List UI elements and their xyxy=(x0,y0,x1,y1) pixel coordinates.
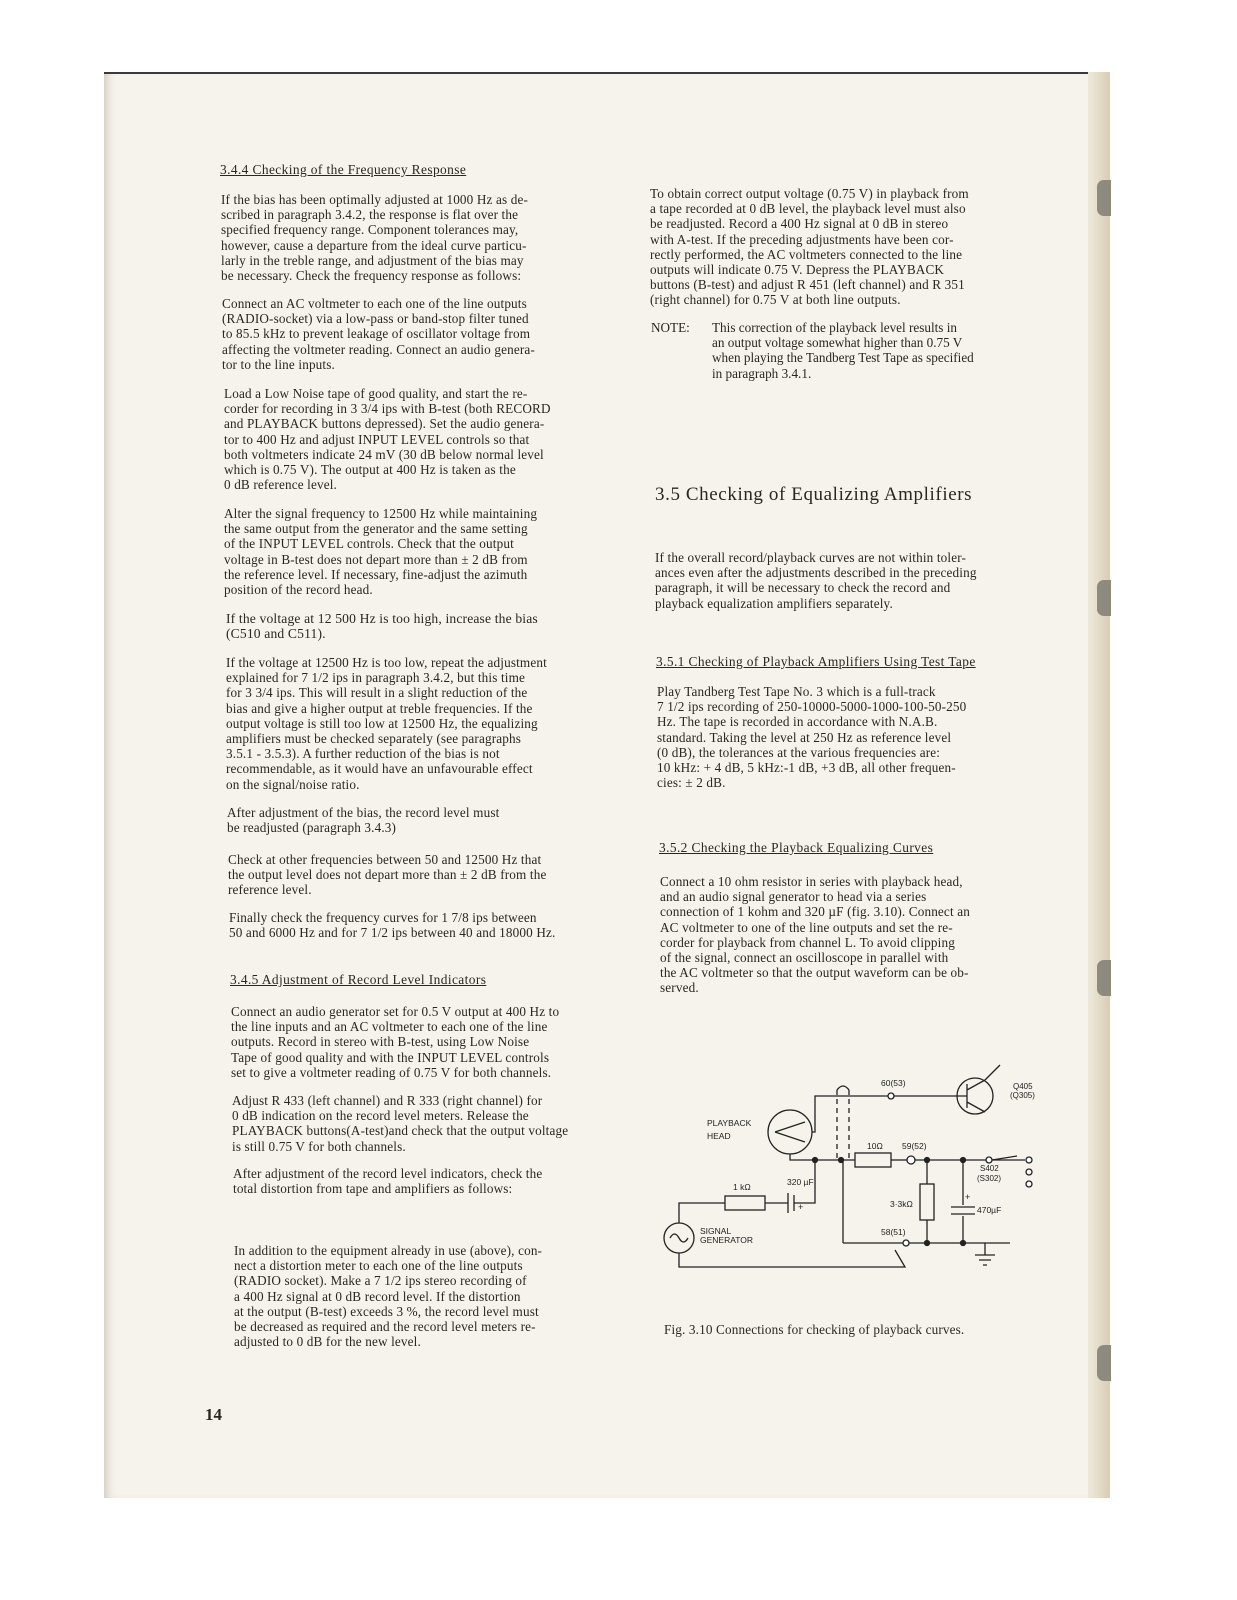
figure-caption xyxy=(664,1322,1084,1337)
paragraph xyxy=(234,1243,654,1349)
paragraph-text: If the voltage at 12500 Hz is too low, repeat the adjustment explained for 7 1/2 ips in paragraph 3.4.2, but this time for 3 3/4 ips. This will result in a slight reduction of the bias and give a higher output at treble frequencies. If the output voltage is still too low at 12500 Hz, the equalizing amplifiers must be checked separately (see paragraphs 3.5.1 - 3.5.3). A further reduction of the bias is not recommendable, as it would have an unfavourable effect on the signal/noise ratio. xyxy=(226,655,547,792)
plus-sign: + xyxy=(798,1202,804,1212)
q305-label: (Q305) xyxy=(1010,1091,1035,1100)
paragraph xyxy=(232,1093,652,1154)
paragraph-text: Load a Low Noise tape of good quality, and start the re- corder for recording in 3 3/4 ips with B-test (both RECORD and PLAYBACK buttons depressed). Set the audio genera- tor to 400 Hz and adjust INPUT LEVEL controls so that both voltmeters indicate 24 mV (30 dB below normal level which is 0.75 V). The output at 400 Hz is taken as the 0 dB reference level. xyxy=(224,386,551,493)
section-block xyxy=(659,840,1089,855)
circuit-diagram xyxy=(655,1060,1075,1285)
resistor-10-ohm xyxy=(855,1153,891,1167)
node-58-label: 58(51) xyxy=(881,1227,906,1237)
paragraph xyxy=(221,192,641,283)
node-59-label: 59(52) xyxy=(902,1141,927,1151)
signal-label: SIGNAL xyxy=(700,1226,732,1236)
binder-hole xyxy=(1097,180,1111,216)
section-block xyxy=(656,654,1086,669)
paragraph xyxy=(224,386,644,492)
s402-label: S402 xyxy=(980,1164,999,1173)
node-60-label: 60(53) xyxy=(881,1078,906,1088)
paragraph-text: Adjust R 433 (left channel) and R 333 (right channel) for 0 dB indication on the record level meters. Release the PLAYBACK buttons(A-test)and check that the output voltage is still 0.75 V for both channels. xyxy=(232,1093,569,1154)
paragraph xyxy=(226,611,646,641)
paragraph-text: Play Tandberg Test Tape No. 3 which is a full-track 7 1/2 ips recording of 250-10000-5000-1000-100-50-250 Hz. The tape is recorded in accordance with N.A.B. standard. Taking the level at 250 Hz as reference level (0 dB), the tolerances at the various frequencies are: 10 kHz: + 4 dB, 5 kHz:-1 dB, +3 dB, all other frequen- cies: ± 2 dB. xyxy=(657,684,967,791)
paragraph xyxy=(227,805,647,835)
binder-hole xyxy=(1097,960,1111,996)
paragraph xyxy=(229,910,649,940)
paragraph-text: If the bias has been optimally adjusted at 1000 Hz as de- scribed in paragraph 3.4.2, the response is flat over the specified frequency range. Component tolerances may, however, cause a departure from the ideal curve particu- larly in the treble range, and adjustment of the bias may be necessary. Check the frequency response as follows: xyxy=(221,192,529,284)
q405-label: Q405 xyxy=(1013,1082,1033,1091)
paragraph xyxy=(233,1166,653,1196)
paragraph-text: Alter the signal frequency to 12500 Hz while maintaining the same output from the generator and the same setting of the INPUT LEVEL controls. Check that the output voltage in B-test does not depart more than ± 2 dB from the reference level. If necessary, fine-adjust the azimuth position of the record head. xyxy=(224,506,538,598)
paragraph xyxy=(657,684,1087,790)
paragraph xyxy=(226,655,646,792)
paragraph-text: Check at other frequencies between 50 and 12500 Hz that the output level does not depart more than ± 2 dB from the reference level. xyxy=(228,852,547,898)
note-label: NOTE: xyxy=(651,320,690,335)
paragraph xyxy=(660,874,1090,996)
plus-sign: + xyxy=(965,1192,971,1202)
binder-hole xyxy=(1097,580,1111,616)
paragraph xyxy=(222,296,642,372)
paragraph xyxy=(228,852,648,898)
caption-text: Fig. 3.10 Connections for checking of playback curves. xyxy=(664,1322,965,1337)
paragraph-text: In addition to the equipment already in use (above), con- nect a distortion meter to each one of the line outputs (RADIO socket). Make a 7 1/2 ips stereo recording of a 400 Hz signal at 0 dB record level. If the distortion at the output (B-test) exceeds 3 %, the record level must be decreased as required and the record level meters re- adjusted to 0 dB for the new level. xyxy=(234,1243,543,1350)
section-block xyxy=(230,972,650,987)
c320-label: 320 µF xyxy=(787,1177,814,1187)
paragraph-text: If the voltage at 12 500 Hz is too high, increase the bias (C510 and C511). xyxy=(226,611,538,642)
section-heading-3-4-5: 3.4.5 Adjustment of Record Level Indicators xyxy=(230,972,487,987)
c470-label: 470µF xyxy=(977,1205,1002,1215)
generator-label: GENERATOR xyxy=(700,1235,754,1245)
s302-label: (S302) xyxy=(977,1174,1002,1183)
left-column xyxy=(220,162,640,177)
section-heading-3-4-4: 3.4.4 Checking of the Frequency Response xyxy=(220,162,467,177)
paragraph-text: After adjustment of the record level indicators, check the total distortion from tape and amplifiers as follows: xyxy=(233,1166,543,1197)
page-top-edge xyxy=(104,72,1110,74)
section-heading-3-5-2: 3.5.2 Checking the Playback Equalizing Curves xyxy=(659,840,934,855)
head-label: HEAD xyxy=(707,1131,731,1141)
paragraph-text: To obtain correct output voltage (0.75 V) in playback from a tape recorded at 0 dB level, the playback level must also be readjusted. Record a 400 Hz signal at 0 dB in stereo with A-test. If the preceding adjustments have been cor- rectly performed, the AC voltmeters connected to the line outputs will indicate 0.75 V. Depress the PLAYBACK buttons (B-test) and adjust R 451 (left channel) and R 351 (right channel) for 0.75 V at both line outputs. xyxy=(650,186,969,308)
paragraph xyxy=(231,1004,651,1080)
paragraph-text: Connect a 10 ohm resistor in series with playback head, and an audio signal generator to head via a series connection of 1 kohm and 320 µF (fig. 3.10). Connect an AC voltmeter to one of the line outputs and set the re- corder for playback from channel L. To avoid clipping of the signal, connect an oscilloscope in parallel with the AC voltmeter so that the output waveform can be ob- served. xyxy=(660,874,970,996)
page-number: 14 xyxy=(205,1405,222,1424)
playback-head-symbol xyxy=(768,1110,812,1154)
paragraph xyxy=(650,186,1080,308)
resistor-3-3k xyxy=(920,1184,934,1220)
section-heading-3-5-1: 3.5.1 Checking of Playback Amplifiers Using Test Tape xyxy=(656,654,976,669)
section-block xyxy=(655,484,1085,505)
r33k-label: 3·3kΩ xyxy=(890,1199,913,1209)
paragraph-text: If the overall record/playback curves are not within toler- ances even after the adjustments described in the preceding paragraph, it will be necessary to check the record and playback equalization amplifiers separately. xyxy=(655,550,977,611)
r10-label: 10Ω xyxy=(867,1141,883,1151)
binding-edge xyxy=(1088,72,1110,1498)
paragraph-text: Connect an audio generator set for 0.5 V output at 400 Hz to the line inputs and an AC voltmeter to each one of the line outputs. Record in stereo with B-test, using Low Noise Tape of good quality and with the INPUT LEVEL controls set to give a voltmeter reading of 0.75 V for both channels. xyxy=(231,1004,560,1080)
note-text: This correction of the playback level results in an output voltage somewhat higher than 0.75 V when playing the Tandberg Test Tape as specified in paragraph 3.4.1. xyxy=(712,320,974,381)
playback-head-label: PLAYBACK xyxy=(707,1118,752,1128)
r1k-label: 1 kΩ xyxy=(733,1182,751,1192)
paragraph xyxy=(655,550,1085,611)
section-heading-3-5: 3.5 Checking of Equalizing Amplifiers xyxy=(655,484,973,505)
paragraph-text: After adjustment of the bias, the record level must be readjusted (paragraph 3.4.3) xyxy=(227,805,500,836)
paragraph-text: Connect an AC voltmeter to each one of the line outputs (RADIO-socket) via a low-pass or band-stop filter tuned to 85.5 kHz to prevent leakage of oscillator voltage from affecting the voltmeter reading. Connect an audio genera- tor to the line inputs. xyxy=(222,296,535,372)
resistor-1k xyxy=(725,1196,765,1210)
paragraph-text: Finally check the frequency curves for 1 7/8 ips between 50 and 6000 Hz and for 7 1/2 ips between 40 and 18000 Hz. xyxy=(229,910,556,941)
binder-hole xyxy=(1097,1345,1111,1381)
paragraph xyxy=(224,506,644,597)
